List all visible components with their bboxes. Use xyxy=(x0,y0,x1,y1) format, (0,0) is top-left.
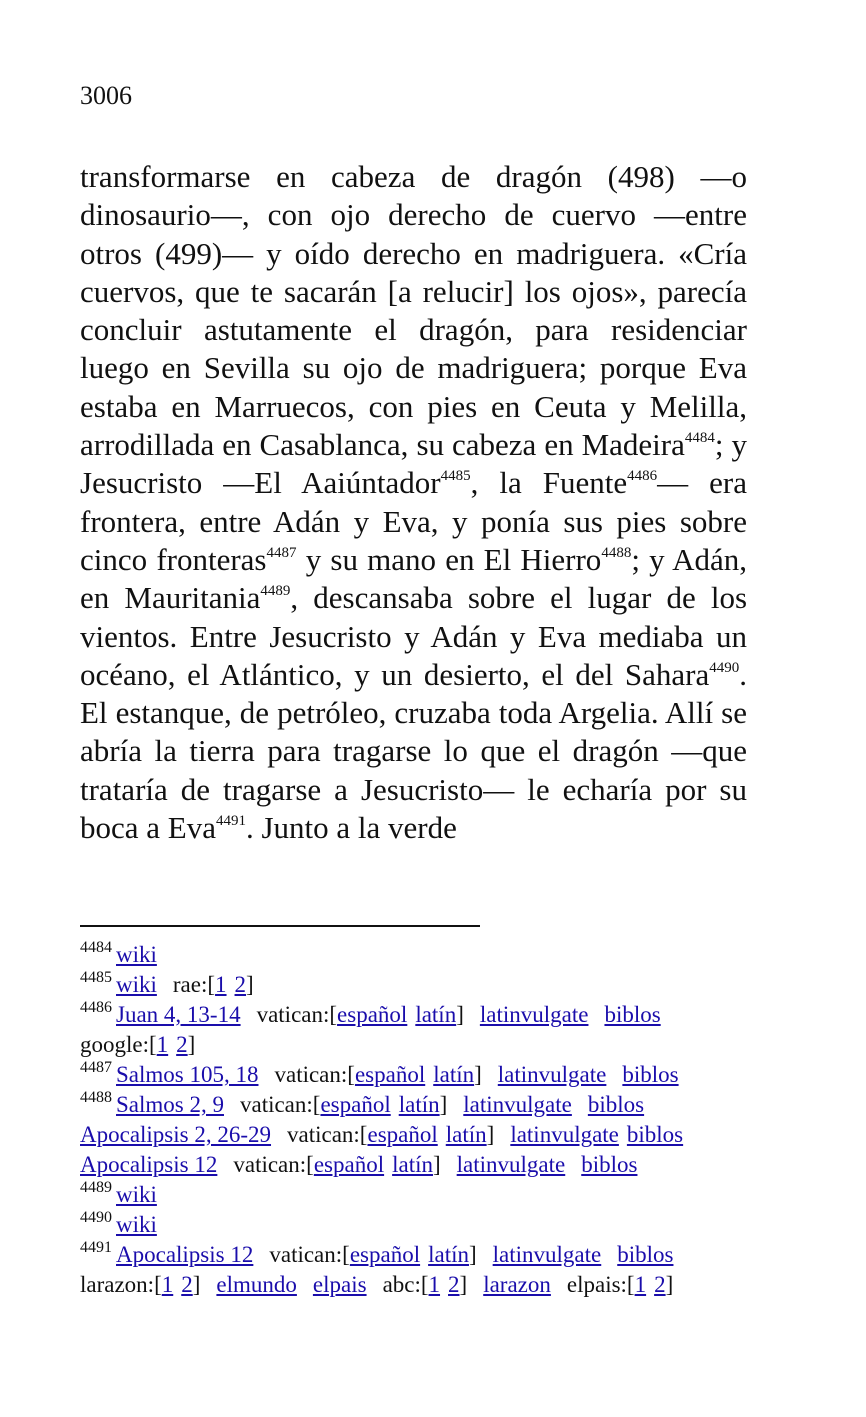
elpais-link-1[interactable]: 1 xyxy=(634,1272,647,1297)
wiki-link[interactable]: wiki xyxy=(116,942,157,967)
larazon-link-2[interactable]: 2 xyxy=(181,1272,193,1297)
footnote-ref[interactable]: 4486 xyxy=(627,468,658,485)
google-label: google:[ xyxy=(80,1032,157,1057)
vatican-latin-link[interactable]: latín xyxy=(433,1062,475,1087)
body-text-segment: , la Fuente xyxy=(470,465,628,501)
footnote-4491 xyxy=(80,1240,750,1270)
footnote-ref[interactable]: 4491 xyxy=(215,813,246,830)
vatican-latin-link[interactable]: latín xyxy=(398,1092,440,1117)
biblos-link[interactable]: biblos xyxy=(587,1092,645,1117)
footnote-ref[interactable]: 4490 xyxy=(709,659,740,676)
salmos-105-link[interactable]: Salmos 105, 18 xyxy=(116,1062,259,1087)
footnote-4486-cont xyxy=(80,1030,750,1060)
wiki-link[interactable]: wiki xyxy=(116,1182,157,1207)
body-text xyxy=(80,158,747,847)
biblos-link[interactable]: biblos xyxy=(604,1002,661,1027)
body-text-segment: — era frontera, entre Adán y Eva, y ponía sus pies sobre cinco fronteras xyxy=(80,465,748,577)
elpais-label: elpais:[ xyxy=(566,1272,635,1297)
elmundo-link[interactable]: elmundo xyxy=(216,1272,297,1297)
elpais-link[interactable]: elpais xyxy=(312,1272,367,1297)
vatican-latin-link[interactable]: latín xyxy=(415,1002,457,1027)
latinvulgate-link[interactable]: latinvulgate xyxy=(510,1122,619,1147)
footnote-4490 xyxy=(80,1210,750,1240)
bracket-close: ] xyxy=(468,1242,477,1267)
larazon-link[interactable]: larazon xyxy=(483,1272,551,1297)
footnote-ref[interactable]: 4484 xyxy=(684,430,715,447)
apocalipsis-2-link[interactable]: Apocalipsis 2, 26-29 xyxy=(80,1122,272,1147)
footnote-number: 4486 xyxy=(80,999,112,1016)
footnote-ref[interactable]: 4487 xyxy=(266,544,297,561)
footnote-4488 xyxy=(80,1090,750,1120)
bracket-close: ] xyxy=(432,1152,441,1177)
wiki-link[interactable]: wiki xyxy=(116,972,157,997)
rae-link-1[interactable]: 1 xyxy=(215,972,227,997)
biblos-link[interactable]: biblos xyxy=(581,1152,638,1177)
bracket-close: ] xyxy=(187,1032,196,1057)
vatican-latin-link[interactable]: latín xyxy=(428,1242,469,1267)
vatican-espanol-link[interactable]: español xyxy=(313,1152,385,1177)
juan-link[interactable]: Juan 4, 13-14 xyxy=(116,1002,241,1027)
bracket-close: ] xyxy=(486,1122,495,1147)
vatican-label: vatican:[ xyxy=(269,1242,350,1267)
body-text-segment: y su mano en El Hierro xyxy=(296,541,602,577)
larazon-link-1[interactable]: 1 xyxy=(161,1272,174,1297)
vatican-label: vatican:[ xyxy=(287,1122,368,1147)
footnote-ref[interactable]: 4485 xyxy=(440,468,471,485)
vatican-espanol-link[interactable]: español xyxy=(349,1242,421,1267)
footnote-4488-apoc12 xyxy=(80,1150,750,1180)
body-text-segment: ; y Adán, en Mauritania xyxy=(80,541,747,616)
bracket-close: ] xyxy=(474,1062,482,1087)
body-text-segment: . El estanque, de petróleo, cruzaba toda Argelia. Allí se abría la tierra para tragarse lo que el dragón —que trataría de tragarse a Jesucristo— le echaría por su boca a Eva xyxy=(80,656,747,846)
bracket-close: ] xyxy=(246,972,254,997)
footnote-4491-press xyxy=(80,1270,750,1300)
google-link-2[interactable]: 2 xyxy=(176,1032,188,1057)
latinvulgate-link[interactable]: latinvulgate xyxy=(463,1092,572,1117)
footnote-number: 4487 xyxy=(80,1059,112,1076)
footnote-number: 4485 xyxy=(80,969,112,986)
rae-label: rae:[ xyxy=(172,972,216,997)
biblos-link[interactable]: biblos xyxy=(626,1122,684,1147)
footnotes xyxy=(80,940,750,1300)
page-number: 3006 xyxy=(80,81,132,110)
body-text-segment: transformarse en cabeza de dragón (498) —o dinosaurio—, con ojo derecho de cuervo —entre otros (499)— y oído derecho en madriguera. «Cría cuervos, que te sacarán [a relucir] los ojos», parecía concluir astutamente el dragón, para residenciar luego en Sevilla su ojo de madriguera; porque Eva estaba en Marruecos, con pies en Ceuta y Melilla, arrodillada en Casablanca, su cabeza en Madeira xyxy=(80,159,747,463)
vatican-label: vatican:[ xyxy=(274,1062,355,1087)
wiki-link[interactable]: wiki xyxy=(116,1212,157,1237)
footnote-4487 xyxy=(80,1060,750,1090)
latinvulgate-link[interactable]: latinvulgate xyxy=(492,1242,602,1267)
abc-link-2[interactable]: 2 xyxy=(448,1272,460,1297)
footnote-ref[interactable]: 4488 xyxy=(601,544,632,561)
larazon-label: larazon:[ xyxy=(80,1272,162,1297)
vatican-espanol-link[interactable]: español xyxy=(367,1122,438,1147)
footnote-4488-apoc2 xyxy=(80,1120,750,1150)
footnote-number: 4490 xyxy=(80,1209,112,1226)
apocalipsis-12-link[interactable]: Apocalipsis 12 xyxy=(116,1242,254,1267)
footnote-number: 4491 xyxy=(80,1239,112,1256)
abc-label: abc:[ xyxy=(382,1272,429,1297)
vatican-espanol-link[interactable]: español xyxy=(337,1002,408,1027)
apocalipsis-12-link[interactable]: Apocalipsis 12 xyxy=(80,1152,218,1177)
body-text-segment: . Junto a la verde xyxy=(245,810,457,846)
vatican-espanol-link[interactable]: español xyxy=(320,1092,391,1117)
vatican-latin-link[interactable]: latín xyxy=(445,1122,487,1147)
biblos-link[interactable]: biblos xyxy=(617,1242,674,1267)
vatican-latin-link[interactable]: latín xyxy=(392,1152,433,1177)
vatican-label: vatican:[ xyxy=(239,1092,321,1117)
footnote-number: 4484 xyxy=(80,939,112,956)
footnote-number: 4489 xyxy=(80,1179,112,1196)
bracket-close: ] xyxy=(192,1272,201,1297)
elpais-link-2[interactable]: 2 xyxy=(654,1272,666,1297)
footnote-4485 xyxy=(80,970,750,1000)
body-text-segment: ; y Jesucristo —El Aaiúntador xyxy=(80,427,747,501)
vatican-espanol-link[interactable]: español xyxy=(354,1062,426,1087)
google-link-1[interactable]: 1 xyxy=(156,1032,169,1057)
latinvulgate-link[interactable]: latinvulgate xyxy=(456,1152,566,1177)
bracket-close: ] xyxy=(456,1002,464,1027)
body-text-segment: , descansaba sobre el lugar de los vientos. Entre Jesucristo y Adán y Eva mediaba un océano, el Atlántico, y un desierto, el del Sahara xyxy=(80,580,748,692)
biblos-link[interactable]: biblos xyxy=(622,1062,679,1087)
vatican-label: vatican:[ xyxy=(233,1152,314,1177)
bracket-close: ] xyxy=(439,1092,448,1117)
bracket-close: ] xyxy=(665,1272,674,1297)
footnote-ref[interactable]: 4489 xyxy=(260,583,291,600)
footnote-divider xyxy=(80,925,480,927)
bracket-close: ] xyxy=(459,1272,468,1297)
rae-link-2[interactable]: 2 xyxy=(234,972,247,997)
latinvulgate-link[interactable]: latinvulgate xyxy=(497,1062,607,1087)
abc-link-1[interactable]: 1 xyxy=(428,1272,441,1297)
footnote-number: 4488 xyxy=(80,1089,112,1106)
vatican-label: vatican:[ xyxy=(256,1002,338,1027)
footnote-4484 xyxy=(80,940,750,970)
salmos-2-link[interactable]: Salmos 2, 9 xyxy=(116,1092,224,1117)
footnote-4486 xyxy=(80,1000,750,1030)
footnote-4489 xyxy=(80,1180,750,1210)
latinvulgate-link[interactable]: latinvulgate xyxy=(479,1002,589,1027)
